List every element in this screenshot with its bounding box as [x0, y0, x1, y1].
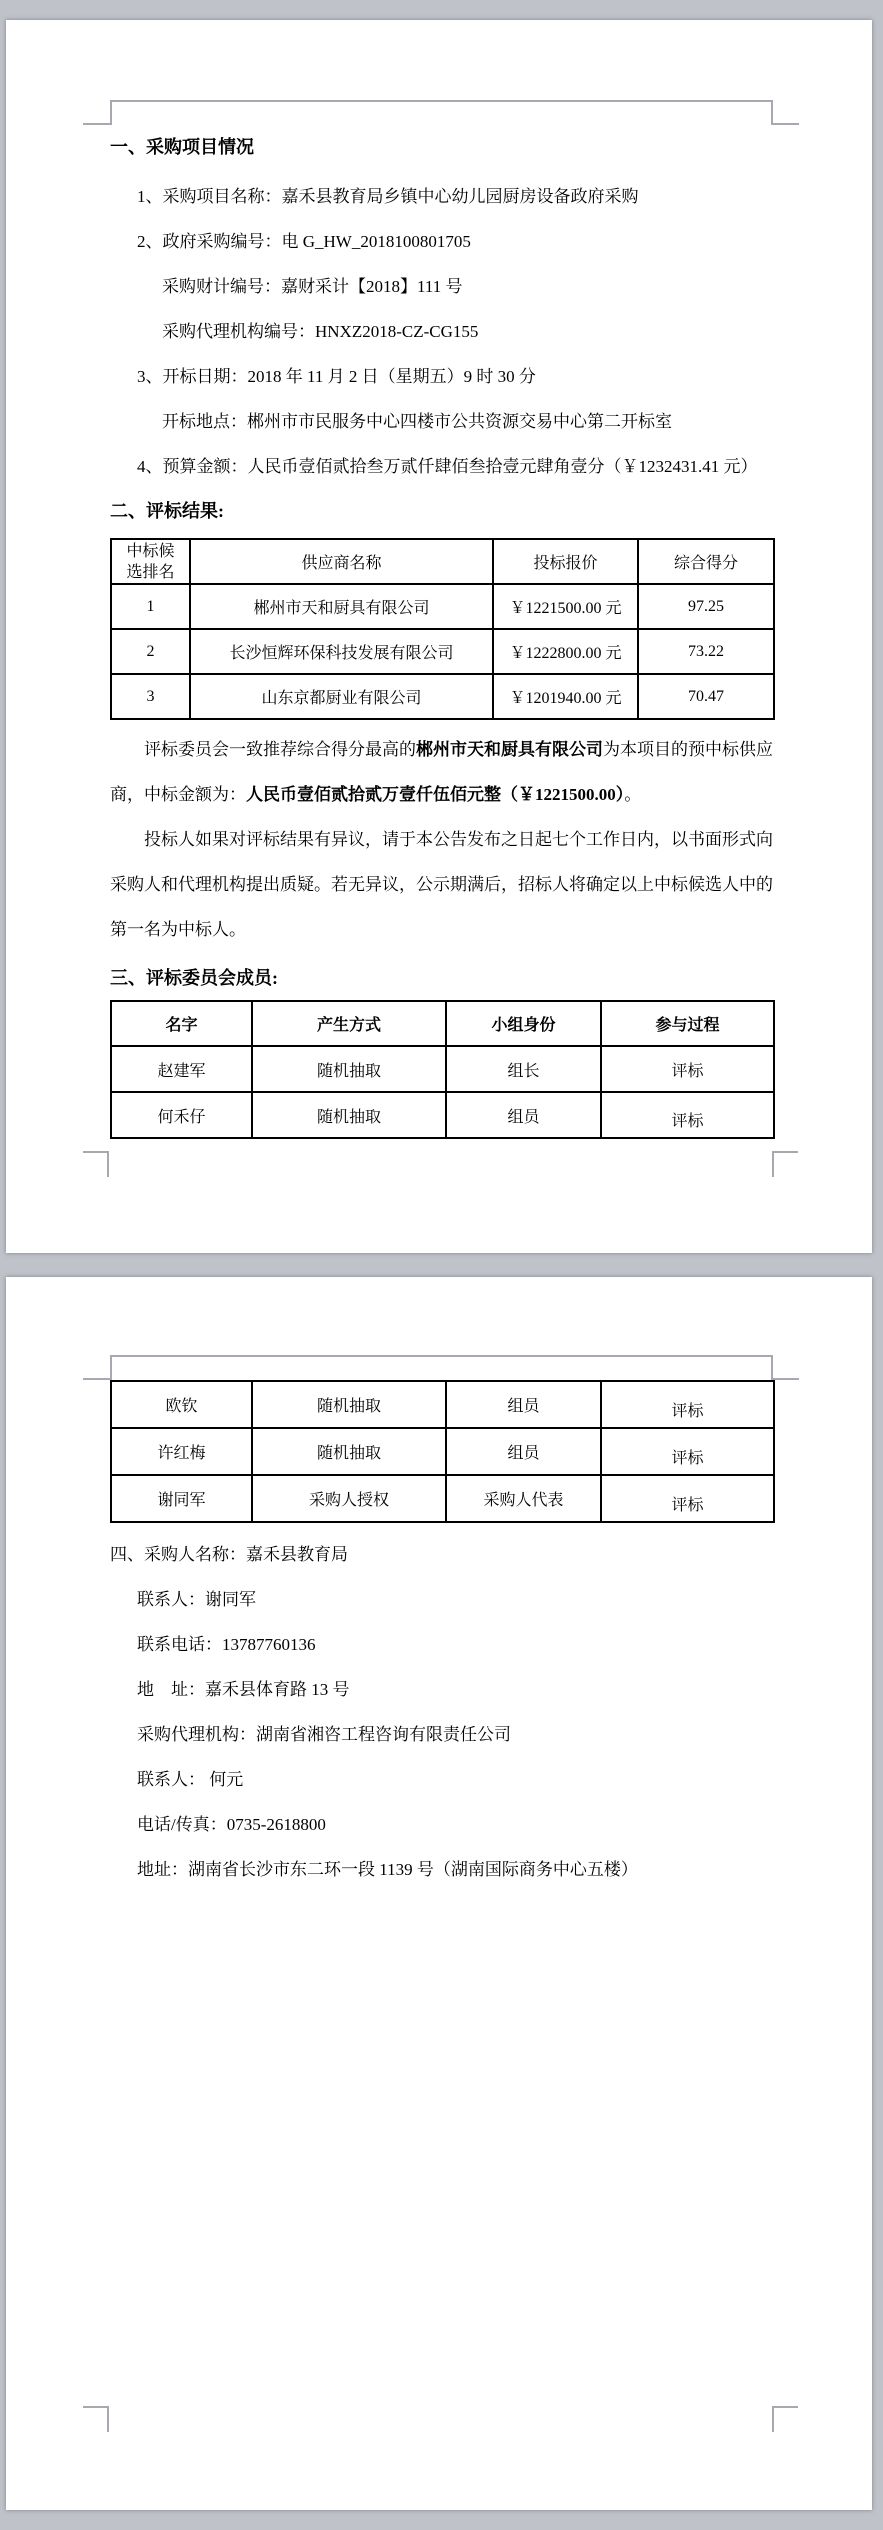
table-row [111, 1381, 774, 1428]
agency-name: 采购代理机构：湖南省湘咨工程咨询有限责任公司 [137, 1725, 511, 1744]
contact-phone-buyer: 联系电话：13787760136 [137, 1635, 316, 1654]
cell-process: 评标 [601, 1381, 774, 1428]
col-header-price: 投标报价 [493, 539, 638, 584]
table-row [111, 584, 774, 629]
cell-score: 97.25 [638, 584, 774, 629]
cell-supplier: 山东京都厨业有限公司 [190, 674, 493, 719]
award-text: 评标委员会一致推荐综合得分最高的 [144, 740, 416, 759]
page-1-content [110, 20, 773, 1139]
list-item-agency-no: 采购代理机构编号：HNXZ2018-CZ-CG155 [162, 322, 479, 341]
col-header-rank: 中标候选排名 [111, 539, 190, 584]
cell-supplier: 郴州市天和厨具有限公司 [190, 584, 493, 629]
cell-role: 采购人代表 [446, 1475, 601, 1522]
table-row [111, 1092, 774, 1138]
cell-supplier: 长沙恒辉环保科技发展有限公司 [190, 629, 493, 674]
list-item-bid-opening-place: 开标地点：郴州市市民服务中心四楼市公共资源交易中心第二开标室 [162, 412, 672, 431]
crop-mark-top-right [772, 123, 799, 125]
list-item-procurement-no: 2、政府采购编号：电 G_HW_2018100801705 [137, 232, 471, 251]
section-heading-1: 一、采购项目情况 [110, 137, 254, 157]
contact-address-buyer: 地 址：嘉禾县体育路 13 号 [137, 1680, 350, 1699]
cell-rank: 2 [111, 629, 190, 674]
list-item-project-name: 1、采购项目名称：嘉禾县教育局乡镇中心幼儿园厨房设备政府采购 [137, 187, 639, 206]
contact-address-agency: 地址：湖南省长沙市东二环一段 1139 号（湖南国际商务中心五楼） [137, 1860, 638, 1879]
cell-price: ￥1222800.00 元 [493, 629, 638, 674]
table-row [111, 629, 774, 674]
col-header-method: 产生方式 [252, 1001, 446, 1046]
cell-role: 组长 [446, 1046, 601, 1092]
cell-role: 组员 [446, 1381, 601, 1428]
committee-members-table [110, 1000, 775, 1139]
cell-method: 随机抽取 [252, 1381, 446, 1428]
committee-members-table-continued [110, 1380, 775, 1523]
cell-name: 何禾仔 [111, 1092, 252, 1138]
list-item-budget: 4、预算金额：人民币壹佰贰拾叁万贰仟肆佰叁拾壹元肆角壹分（￥1232431.41 元） [137, 457, 758, 476]
contact-person-buyer: 联系人：谢同军 [137, 1590, 256, 1609]
table-row [111, 1046, 774, 1092]
list-item-finance-no: 采购财计编号：嘉财采计【2018】111 号 [162, 277, 463, 296]
cell-process: 评标 [601, 1475, 774, 1522]
crop-mark-bottom-left [83, 1151, 109, 1177]
document-page-1 [6, 20, 872, 1253]
page-2-content [110, 1277, 773, 1892]
cell-name: 谢同军 [111, 1475, 252, 1522]
objection-paragraph: 投标人如果对评标结果有异议，请于本公告发布之日起七个工作日内，以书面形式向采购人和代理机构提出质疑。若无异议，公示期满后，招标人将确定以上中标候选人中的第一名为中标人。 [110, 830, 773, 939]
cell-rank: 3 [111, 674, 190, 719]
col-header-supplier: 供应商名称 [190, 539, 493, 584]
document-page-2 [6, 1277, 872, 2510]
list-item-bid-opening-date: 3、开标日期：2018 年 11 月 2 日（星期五）9 时 30 分 [137, 367, 536, 386]
bid-results-table [110, 538, 775, 720]
crop-mark-bottom-right [772, 1151, 798, 1177]
section-heading-3: 三、评标委员会成员: [110, 968, 278, 988]
cell-process: 评标 [601, 1428, 774, 1475]
table-row [111, 674, 774, 719]
col-header-name: 名字 [111, 1001, 252, 1046]
cell-price: ￥1201940.00 元 [493, 674, 638, 719]
crop-mark-bottom-right [772, 2406, 798, 2432]
cell-price: ￥1221500.00 元 [493, 584, 638, 629]
cell-name: 欧钦 [111, 1381, 252, 1428]
cell-role: 组员 [446, 1428, 601, 1475]
award-winner-name: 郴州市天和厨具有限公司 [416, 740, 603, 759]
crop-mark-bottom-left [83, 2406, 109, 2432]
section-heading-4: 四、采购人名称：嘉禾县教育局 [110, 1545, 348, 1564]
contact-phone-agency: 电话/传真：0735-2618800 [137, 1815, 326, 1834]
col-header-role: 小组身份 [446, 1001, 601, 1046]
contact-person-agency: 联系人： 何元 [137, 1770, 244, 1789]
crop-mark-top-left [83, 1378, 110, 1380]
cell-score: 73.22 [638, 629, 774, 674]
cell-method: 随机抽取 [252, 1092, 446, 1138]
cell-process: 评标 [601, 1046, 774, 1092]
crop-mark-top-right [772, 1378, 799, 1380]
results-header-row [111, 539, 774, 584]
award-text: 。 [624, 785, 642, 804]
cell-process: 评标 [601, 1092, 774, 1138]
col-header-process: 参与过程 [601, 1001, 774, 1046]
cell-method: 采购人授权 [252, 1475, 446, 1522]
cell-score: 70.47 [638, 674, 774, 719]
section-heading-2: 二、评标结果: [110, 501, 224, 521]
cell-rank: 1 [111, 584, 190, 629]
crop-mark-top-left [83, 123, 110, 125]
award-amount: 人民币壹佰贰拾贰万壹仟伍佰元整（￥1221500.00） [246, 785, 625, 804]
table-row [111, 1475, 774, 1522]
award-paragraph [110, 727, 773, 817]
award-text: 为本项目的预中标供应商，中标金额为： [110, 740, 773, 804]
members-header-row [111, 1001, 774, 1046]
cell-name: 许红梅 [111, 1428, 252, 1475]
table-row [111, 1428, 774, 1475]
cell-name: 赵建军 [111, 1046, 252, 1092]
cell-method: 随机抽取 [252, 1428, 446, 1475]
cell-role: 组员 [446, 1092, 601, 1138]
col-header-score: 综合得分 [638, 539, 774, 584]
cell-method: 随机抽取 [252, 1046, 446, 1092]
